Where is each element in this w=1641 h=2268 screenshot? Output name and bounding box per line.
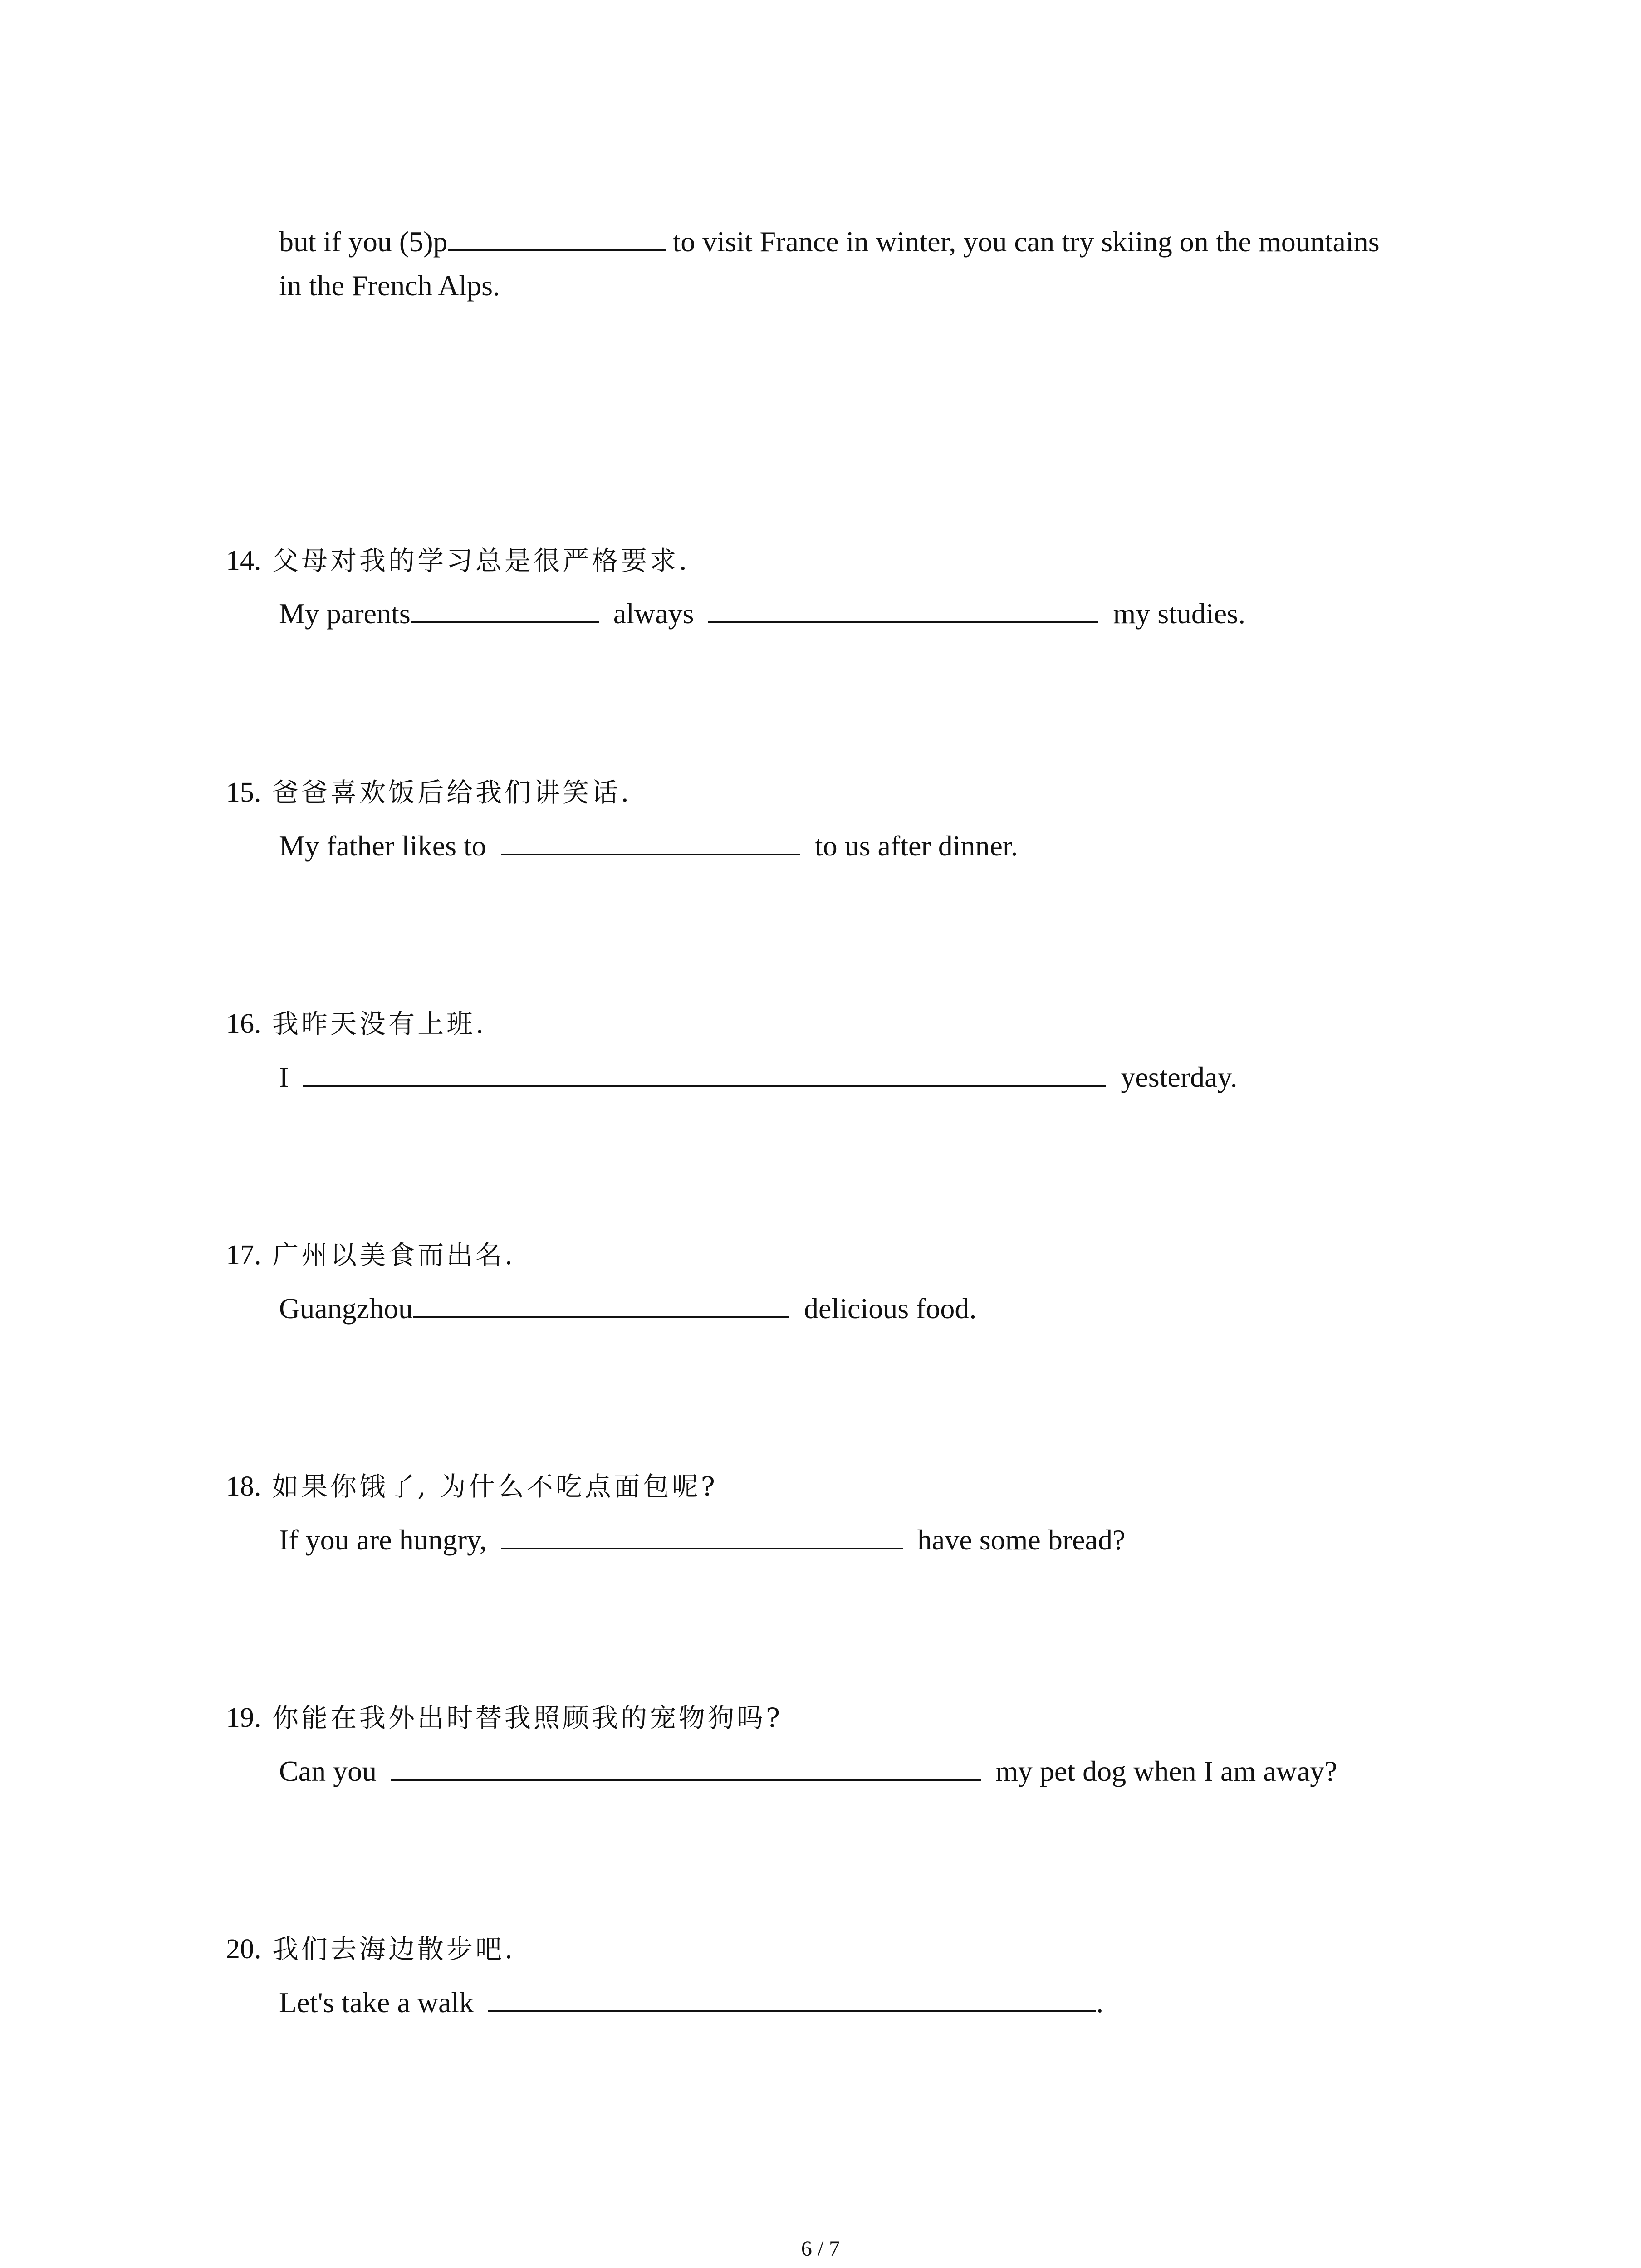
question-17-sentence: Guangzhou delicious food. — [279, 1292, 977, 1325]
question-17-chinese: 17. 广州以美食而出名. — [226, 1240, 516, 1271]
question-18-chinese: 18. 如果你饿了, 为什么不吃点面包呢? — [226, 1471, 718, 1502]
intro-text-before: but if you (5)p — [279, 225, 448, 258]
question-20-chinese: 20. 我们去海边散步吧. — [226, 1934, 516, 1965]
question-19-chinese: 19. 你能在我外出时替我照顾我的宠物狗吗? — [226, 1702, 783, 1733]
answer-blank-18[interactable] — [501, 1524, 903, 1549]
answer-blank-16[interactable] — [303, 1061, 1106, 1087]
page-number: 6 / 7 — [801, 2237, 840, 2261]
question-16-chinese: 16. 我昨天没有上班. — [226, 1008, 487, 1039]
question-16-sentence: I yesterday. — [279, 1061, 1238, 1093]
intro-line-1 — [279, 226, 1380, 256]
answer-blank-15[interactable] — [501, 830, 800, 855]
answer-blank-5[interactable] — [448, 226, 666, 251]
question-20-sentence: Let's take a walk . — [279, 1986, 1104, 2019]
question-14-sentence: My parents always my studies. — [279, 597, 1245, 630]
answer-blank-19[interactable] — [391, 1755, 981, 1781]
question-15-chinese: 15. 爸爸喜欢饭后给我们讲笑话. — [226, 777, 632, 808]
intro-line-2: in the French Alps. — [279, 269, 500, 302]
answer-blank-14b[interactable] — [708, 598, 1098, 623]
question-18-sentence: If you are hungry, have some bread? — [279, 1524, 1126, 1556]
intro-text-after: to visit France in winter, you can try skiing on the mountains — [672, 225, 1380, 258]
question-15-sentence: My father likes to to us after dinner. — [279, 830, 1018, 862]
question-19-sentence: Can you my pet dog when I am away? — [279, 1755, 1337, 1787]
answer-blank-14a[interactable] — [411, 598, 599, 623]
question-14-chinese: 14. 父母对我的学习总是很严格要求. — [226, 545, 690, 576]
answer-blank-17[interactable] — [413, 1293, 789, 1318]
answer-blank-20[interactable] — [488, 1987, 1096, 2012]
